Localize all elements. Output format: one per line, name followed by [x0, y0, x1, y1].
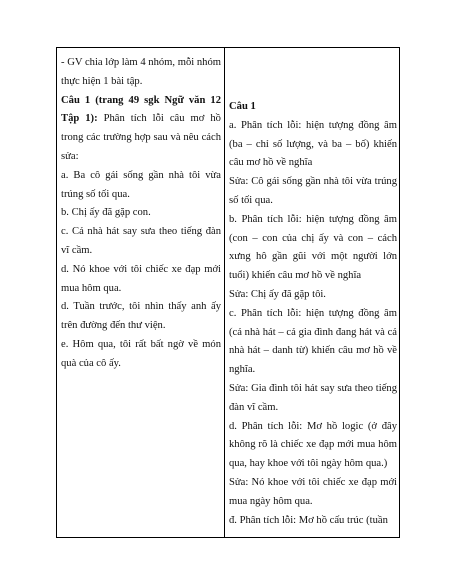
- exercise-prompt: Phân tích lỗi câu mơ hồ trong các trường hợp sau và nêu cách sửa:: [61, 113, 221, 162]
- right-column: [225, 48, 401, 537]
- answer-a-fix: Sửa: Cô gái sống gần nhà tôi vừa trúng số tối qua.: [229, 176, 397, 206]
- content-table: [56, 47, 400, 538]
- answer-d2-analysis: đ. Phân tích lỗi: Mơ hồ cấu trúc (tuần: [229, 514, 388, 526]
- instruction-text: - GV chia lớp làm 4 nhóm, mỗi nhóm thực hiện 1 bài tập.: [61, 57, 221, 87]
- left-column: [57, 48, 225, 537]
- item-a: a. Ba cô gái sống gần nhà tôi vừa trúng số tối qua.: [61, 169, 221, 200]
- item-b: b. Chị ấy đã gặp con.: [61, 207, 151, 219]
- answer-a-analysis: a. Phân tích lỗi: hiện tượng đồng âm (ba – chỉ số lượng, và ba – bố) khiến câu mơ hồ về nghĩa: [229, 119, 397, 169]
- answer-d-analysis: d. Phân tích lỗi: Mơ hồ logic (ở đây không rõ là chiếc xe đạp mới mua hôm qua, hay khoe với tôi ngày hôm qua.): [229, 420, 397, 470]
- answer-d-fix: Sửa: Nó khoe với tôi chiếc xe đạp mới mua ngày hôm qua.: [229, 476, 397, 507]
- answer-c-fix: Sửa: Gia đình tôi hát say sưa theo tiếng đàn vĩ cầm.: [229, 382, 397, 413]
- exercise-paragraph: [61, 92, 221, 167]
- right-spacer: [229, 54, 397, 98]
- answer-b-analysis: b. Phân tích lỗi: hiện tượng đồng âm (con – con của chị ấy và con – cách xưng hô gần gũi với một người lớn tuổi) khiến câu mơ hồ về nghĩa: [229, 213, 397, 282]
- answer-b-fix: Sửa: Chị ấy đã gặp tôi.: [229, 288, 326, 300]
- item-d: d. Nó khoe với tôi chiếc xe đạp mới mua hôm qua.: [61, 263, 221, 294]
- answer-c-analysis: c. Phân tích lỗi: hiện tượng đồng âm (cả nhà hát – cả gia đình đang hát và cả nhà hát – danh từ) khiến câu mơ hồ về nghĩa.: [229, 307, 397, 376]
- item-e: e. Hôm qua, tôi rất bất ngờ về món quà của cô ấy.: [61, 338, 221, 369]
- item-d2: d. Tuần trước, tôi nhìn thấy anh ấy trên đường đến thư viện.: [61, 301, 221, 332]
- item-c: c. Cả nhà hát say sưa theo tiếng đàn vĩ cầm.: [61, 226, 221, 256]
- exercise-title: Câu 1 (trang 49 sgk Ngữ văn 12 Tập 1):: [61, 94, 221, 125]
- answer-heading: Câu 1: [229, 101, 256, 112]
